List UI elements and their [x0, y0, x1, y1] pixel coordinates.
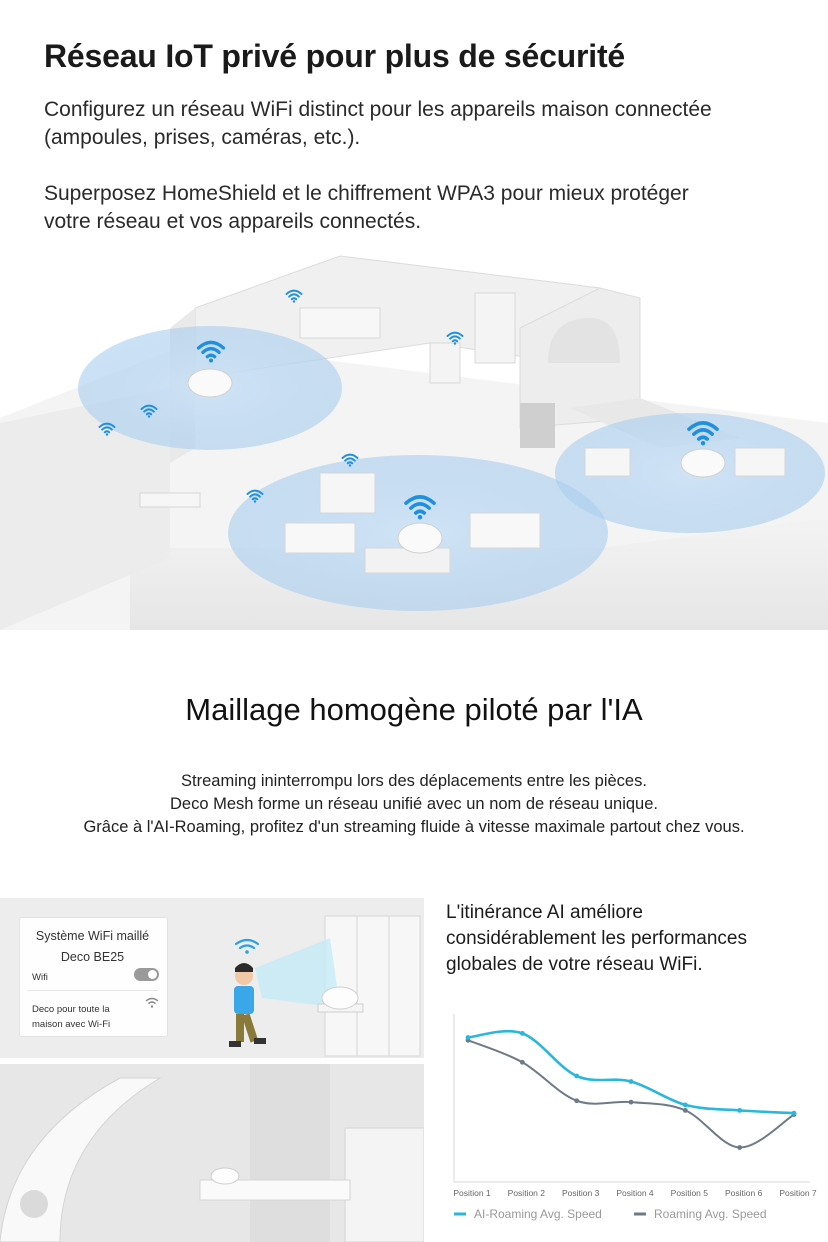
data-point — [683, 1102, 688, 1107]
roaming-line-3: globales de votre réseau WiFi. — [446, 954, 703, 975]
x-tick-label: Position 4 — [616, 1188, 654, 1198]
iot-paragraph-1-line-1: Configurez un réseau WiFi distinct pour les appareils maison connectée — [44, 98, 712, 121]
mesh-description — [0, 770, 828, 839]
x-tick-label: Position 3 — [561, 1188, 600, 1198]
data-point — [737, 1108, 742, 1113]
data-point — [574, 1074, 579, 1079]
smart-home-illustration — [0, 248, 828, 630]
x-tick-label: Position 1 — [453, 1188, 491, 1198]
x-tick-label: Position 7 — [779, 1188, 817, 1198]
data-point — [629, 1100, 634, 1105]
wifi-toggle[interactable] — [134, 968, 159, 981]
card-title-line-1: Système WiFi maillé — [35, 929, 150, 943]
mesh-line-2: Deco Mesh forme un réseau unifié avec un nom de réseau unique. — [170, 795, 658, 813]
mesh-line-3: Grâce à l'AI-Roaming, profitez d'un streaming fluide à vitesse maximale partout chez vous. — [83, 818, 745, 836]
x-tick-label: Position 2 — [507, 1188, 546, 1198]
iot-paragraph-2 — [44, 180, 814, 236]
data-point — [792, 1111, 797, 1116]
deco-description — [32, 1002, 110, 1032]
card-divider — [27, 990, 158, 991]
section-title-mesh: Maillage homogène piloté par l'IA — [185, 692, 643, 727]
deco-unit-3 — [681, 449, 725, 477]
wifi-icon — [145, 997, 159, 1009]
roaming-speed-chart — [446, 1010, 818, 1234]
iot-paragraph-2-line-1: Superposez HomeShield et le chiffrement WPA3 pour mieux protéger — [44, 182, 689, 205]
wifi-label: Wifi — [32, 972, 48, 983]
card-title-line-2: Deco BE25 — [60, 950, 125, 964]
legend-label: AI-Roaming Avg. Speed — [474, 1207, 602, 1221]
legend-label: Roaming Avg. Speed — [654, 1207, 767, 1221]
x-tick-label: Position 6 — [724, 1188, 763, 1198]
data-point — [574, 1098, 579, 1103]
data-point — [629, 1079, 634, 1084]
iot-paragraph-1-line-2: (ampoules, prises, caméras, etc.). — [44, 126, 361, 149]
deco-unit-1 — [188, 369, 232, 397]
deco-line-1: Deco pour toute la — [32, 1004, 110, 1015]
x-tick-label: Position 5 — [670, 1188, 709, 1198]
deco-unit-2 — [398, 523, 442, 553]
mesh-line-1: Streaming ininterrompu lors des déplacements entre les pièces. — [181, 772, 647, 790]
data-point — [683, 1108, 688, 1113]
data-point — [520, 1031, 525, 1036]
roaming-description — [446, 900, 816, 978]
data-point — [737, 1145, 742, 1150]
section-title-iot: Réseau IoT privé pour plus de sécurité — [44, 38, 626, 74]
deco-line-2: maison avec Wi-Fi — [32, 1019, 111, 1030]
roaming-line-1: L'itinérance AI améliore — [446, 902, 643, 923]
iot-paragraph-1 — [44, 96, 814, 152]
roaming-line-2: considérablement les performances — [446, 928, 747, 949]
series-line — [468, 1040, 794, 1147]
iot-paragraph-2-line-2: votre réseau et vos appareils connectés. — [44, 210, 422, 233]
data-point — [520, 1060, 525, 1065]
data-point — [466, 1035, 471, 1040]
